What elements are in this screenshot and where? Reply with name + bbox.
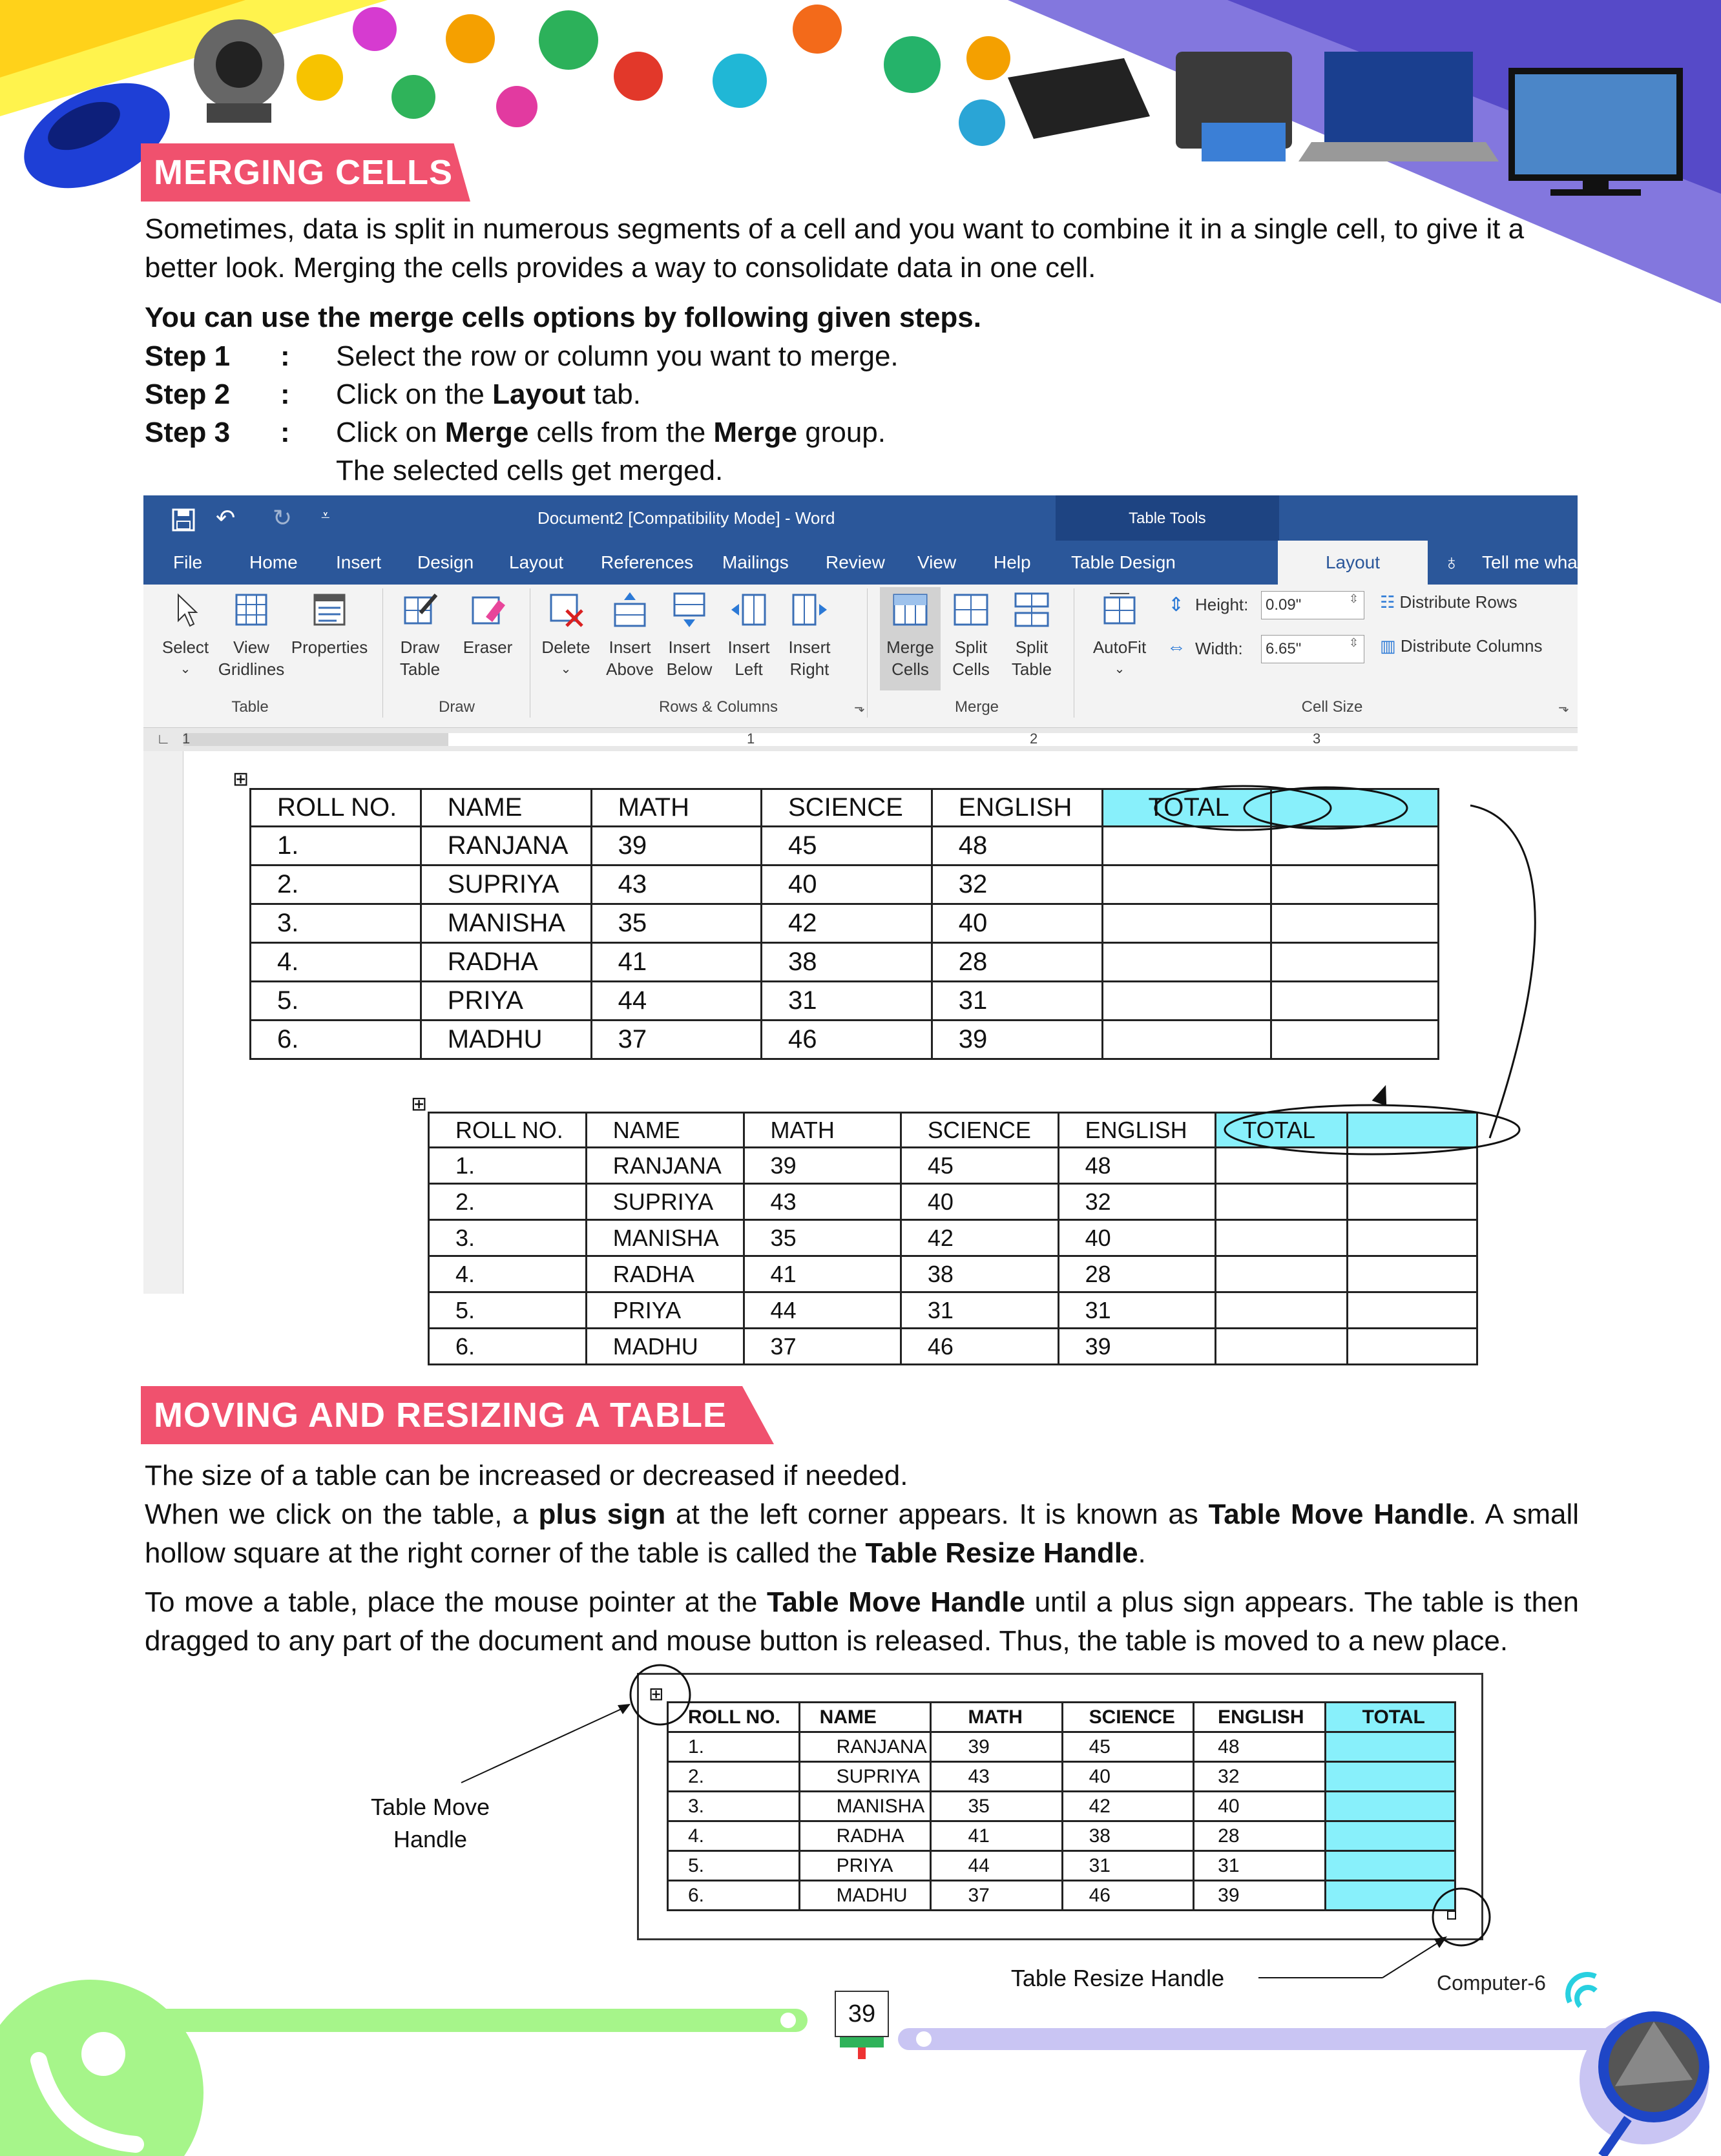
scanner-icon: [1008, 58, 1150, 139]
table-cell: 31: [932, 982, 1102, 1021]
table-cell: PRIYA: [421, 982, 591, 1021]
split-table-button[interactable]: Split Table: [1003, 591, 1061, 680]
table-cell: 32: [1058, 1184, 1216, 1220]
table-cell: 4.: [251, 943, 421, 982]
group-merge: Merge: [954, 698, 999, 716]
table-cell: 40: [1194, 1792, 1326, 1821]
table-cell: PRIYA: [799, 1851, 931, 1881]
eraser-icon: [469, 591, 506, 628]
row-height-icon: ⇕: [1168, 594, 1185, 616]
monitor-icon: [1512, 71, 1680, 196]
draw-table-icon: [401, 591, 439, 628]
table-row: [429, 1256, 1477, 1292]
table-cell: 28: [1194, 1821, 1326, 1851]
table-cell: SUPRIYA: [799, 1762, 931, 1792]
table-cell: 43: [591, 866, 761, 904]
horizontal-ruler: 1 1 2 3 ∟: [143, 728, 1578, 751]
merging-intro: Sometimes, data is split in numerous segments of a cell and you want to combine it in a single cell, to give it a better look. Merging the cells provides a way to consolidate data in one cell.: [145, 213, 1525, 284]
table-cell: RANJANA: [421, 827, 591, 866]
insert-below-button[interactable]: Insert Below: [660, 591, 718, 680]
table-cell: RADHA: [799, 1821, 931, 1851]
height-spinner-icon[interactable]: ⇳: [1349, 592, 1359, 605]
redo-icon[interactable]: ↻: [273, 504, 293, 531]
table-cell: 1.: [668, 1732, 800, 1762]
table-cell: 32: [1194, 1762, 1326, 1792]
table-cell: MADHU: [799, 1881, 931, 1911]
table-header-row-3: ROLL NO. NAME MATH SCIENCE ENGLISH TOTAL: [668, 1703, 1455, 1732]
properties-icon: [311, 591, 348, 628]
table-row: [429, 1329, 1477, 1365]
group-draw: Draw: [438, 698, 475, 716]
dialog-launcher-icon[interactable]: ⬎: [1558, 701, 1569, 715]
split-cells-button[interactable]: Split Cells: [942, 591, 1000, 680]
width-spinner-icon[interactable]: ⇳: [1349, 636, 1359, 649]
distribute-columns-icon: ▥: [1380, 636, 1396, 656]
table-cell: 6.: [668, 1881, 800, 1911]
table-row: [429, 1184, 1477, 1220]
view-gridlines-button[interactable]: View Gridlines: [216, 591, 287, 680]
table-cell: 41: [931, 1821, 1062, 1851]
total-cell: [1347, 1292, 1477, 1329]
table-cell: PRIYA: [586, 1292, 744, 1329]
cursor-arrow-icon: [167, 591, 204, 628]
autofit-button[interactable]: AutoFit ⌄: [1084, 591, 1155, 680]
table-cell: 31: [901, 1292, 1058, 1329]
merge-cells-icon: [892, 591, 929, 628]
merge-cells-button[interactable]: Merge Cells: [880, 587, 941, 690]
printer-icon: [1176, 52, 1292, 161]
group-rows-columns: Rows & Columns: [658, 698, 778, 716]
word-title-bar: [143, 495, 1578, 541]
table-cell: 3.: [668, 1792, 800, 1821]
table-cell: 2.: [668, 1762, 800, 1792]
table-cell: 44: [744, 1292, 901, 1329]
distribute-rows-icon: ☷: [1380, 592, 1395, 612]
table-cell: 48: [932, 827, 1102, 866]
tab-view[interactable]: View: [917, 552, 957, 572]
autofit-icon: [1101, 591, 1138, 628]
table-cell: 2.: [429, 1184, 587, 1220]
width-input[interactable]: 6.65": [1261, 635, 1364, 663]
total-cell: [1216, 1220, 1348, 1256]
table-cell: MANISHA: [421, 904, 591, 943]
document-title: Document2 [Compatibility Mode] - Word: [537, 508, 835, 528]
table-cell: MADHU: [421, 1021, 591, 1059]
table-cell: 46: [1062, 1881, 1194, 1911]
table-cell: 48: [1058, 1148, 1216, 1184]
table-cell: 43: [744, 1184, 901, 1220]
table-cell: 31: [1058, 1292, 1216, 1329]
table-cell: 3.: [429, 1220, 587, 1256]
table-cell: 42: [762, 904, 932, 943]
table-cell: RADHA: [586, 1256, 744, 1292]
table-cell: 31: [762, 982, 932, 1021]
word-window: [143, 495, 1705, 1360]
table-move-handle-icon[interactable]: ⊞: [233, 769, 249, 790]
table-cell: 32: [932, 866, 1102, 904]
header-science: SCIENCE: [762, 789, 932, 827]
table-cell: 35: [744, 1220, 901, 1256]
tab-file[interactable]: File: [173, 552, 203, 572]
eraser-button[interactable]: Eraser: [457, 591, 518, 658]
table-cell: 5.: [251, 982, 421, 1021]
header-name: NAME: [421, 789, 591, 827]
draw-table-button[interactable]: Draw Table: [388, 591, 452, 680]
insert-right-button[interactable]: Insert Right: [779, 591, 840, 680]
laptop-icon: [1299, 52, 1499, 161]
tab-mailings[interactable]: Mailings: [722, 552, 789, 572]
page-number: 39: [835, 1991, 889, 2037]
header-roll-no: ROLL NO.: [251, 789, 421, 827]
book-name: Computer-6: [1437, 1971, 1546, 1995]
insert-right-icon: [791, 591, 828, 628]
table-cell: RANJANA: [586, 1148, 744, 1184]
table-resize-handle-label: Table Resize Handle: [1010, 1965, 1225, 1991]
total-cell: [1216, 1256, 1348, 1292]
table-cell: MADHU: [586, 1329, 744, 1365]
table-cell: 4.: [429, 1256, 587, 1292]
page-stand-icon: [840, 2037, 884, 2047]
height-label: Height:: [1195, 595, 1249, 614]
select-button[interactable]: Select ⌄: [156, 591, 214, 680]
tab-insert[interactable]: Insert: [336, 552, 382, 572]
table-cell: 37: [931, 1881, 1062, 1911]
insert-left-icon: [730, 591, 767, 628]
lightbulb-icon: ♁: [1443, 550, 1460, 575]
delete-table-icon: [547, 591, 585, 628]
table-cell: 31: [1194, 1851, 1326, 1881]
steps-title: You can use the merge cells options by following given steps.: [145, 302, 981, 333]
table-cell: 28: [932, 943, 1102, 982]
table-move-handle-icon-2[interactable]: ⊞: [411, 1094, 428, 1115]
total-cell: [1216, 1329, 1348, 1365]
table-cell: 6.: [429, 1329, 587, 1365]
table-cell: 37: [744, 1329, 901, 1365]
save-icon[interactable]: [172, 508, 198, 532]
table-cell: 45: [1062, 1732, 1194, 1762]
table-cell: 42: [1062, 1792, 1194, 1821]
header-english: ENGLISH: [932, 789, 1102, 827]
table-cell: 40: [932, 904, 1102, 943]
table-cell: 5.: [429, 1292, 587, 1329]
table-move-handle-label: Table Move Handle: [370, 1794, 490, 1852]
customize-toolbar-icon[interactable]: ⩡: [321, 507, 330, 524]
ribbon-tabs: [143, 541, 1705, 585]
table-cell: 38: [901, 1256, 1058, 1292]
tab-home[interactable]: Home: [249, 552, 298, 572]
undo-icon[interactable]: ↶: [216, 504, 236, 531]
table-cell: 6.: [251, 1021, 421, 1059]
table-cell: 3.: [251, 904, 421, 943]
table-cell: 1.: [251, 827, 421, 866]
tab-design[interactable]: Design: [417, 552, 474, 572]
table-cell: MANISHA: [586, 1220, 744, 1256]
table-cell: 35: [931, 1792, 1062, 1821]
moving-p1: The size of a table can be increased or decreased if needed.: [145, 1460, 908, 1491]
delete-button[interactable]: Delete ⌄: [534, 591, 598, 680]
tab-layout[interactable]: Layout: [509, 552, 564, 572]
table-cell: 39: [591, 827, 761, 866]
moving-p2: When we click on the table, a plus sign at the left corner appears. It is known as Table Move Handle. A small hollow square at the right corner of the table is called the Table Resize Handle.: [145, 1498, 1579, 1569]
tab-stop-icon[interactable]: ∟: [156, 731, 171, 747]
table-cell: 44: [931, 1851, 1062, 1881]
table-cell: 38: [1062, 1821, 1194, 1851]
header-math: MATH: [591, 789, 761, 827]
table-row: [429, 1220, 1477, 1256]
table-cell: 39: [932, 1021, 1102, 1059]
table-cell: RADHA: [421, 943, 591, 982]
table-cell: 40: [762, 866, 932, 904]
table-cell: 39: [931, 1732, 1062, 1762]
table-cell: 44: [591, 982, 761, 1021]
table-cell: 28: [1058, 1256, 1216, 1292]
ribbon-layout-panel: [143, 585, 1578, 728]
vertical-ruler: [143, 751, 183, 1294]
header-total: TOTAL: [1102, 789, 1271, 827]
table-cell: 45: [762, 827, 932, 866]
table-cell: 31: [1062, 1851, 1194, 1881]
table-cell: 2.: [251, 866, 421, 904]
table-cell: 45: [901, 1148, 1058, 1184]
table-cell: 46: [762, 1021, 932, 1059]
webcam-icon: [194, 19, 284, 123]
split-table-icon: [1013, 591, 1050, 628]
table-cell: MANISHA: [799, 1792, 931, 1821]
table-cell: 40: [901, 1184, 1058, 1220]
table-tools-label: Table Tools: [1129, 510, 1206, 527]
insert-left-button[interactable]: Insert Left: [720, 591, 778, 680]
table-cell: 39: [1058, 1329, 1216, 1365]
table-cell: SUPRIYA: [421, 866, 591, 904]
total-cell: [1347, 1220, 1477, 1256]
table-cell: 43: [931, 1762, 1062, 1792]
table-cell: 35: [591, 904, 761, 943]
table-cell: 1.: [429, 1148, 587, 1184]
textbook-page: MERGING CELLS Sometimes, data is split in numerous segments of a cell and you want to combine it in a single cell, to give it a better look. Merging the cells provides a way to consolidate data in one cell. You can use the merge cells options by following given steps. Step 1 : Select the row or column you want to merge. Step 2 : Click on the Layout tab. Step 3 : Click on Merge cells from the Merge group. The selected cells get merged. ↶ ↻ ⩡ Document2 [Compatibility Mode] - Word Table Tools File Home Insert Design Layout References Mailings Review View Help Table Design Layout ♁ Tell me what you want to do Select ⌄ View Gridlines Properties Table Draw Table Eraser Draw Delete ⌄ Insert Above Insert Below Insert Left Insert Right Rows & Columns Merge Cells Split Cells Split Table Merge AutoFit ⌄ ⇕ Height: 0.09" ⇳ ⇔ Width: 6.65" ⇳ ☷ Distribute Rows ▥ Distribute Columns Cell Size ⬎ ⬎ 1 1 2 3 ∟ ⊞ ROLL NO. NAME MATH SCIENCE ENGLISH TOTAL 1. RANJANA 39 45 48 2. SUPRIYA 43 40 32 3. MANISHA 35 42 40 4. RADHA 41 38 28 5. PRIYA 44 31 31 6. MADHU 37 46 39 ⊞ ROLL NO. NAME MATH SCIENCE ENGLISH TOTAL 1. RANJANA 39 45 48 2. SUPRIYA 43 40 32 3. MANISHA 35 42 40 4. RADHA 41 38 28 5. PRIYA 44 31 31 6. MADHU 37 46 39 MOVING AND RESIZING A TABLE The size of a table can be increased or decreased if needed. When we click on the table, a plus sign at the left corner appears. It is known as Table Move Handle. A small hollow square at the right corner of the table is called the Table Resize Handle. To move a table, place the mouse pointer at the Table Move Handle until a plus sign appears. The table is then dragged to any part of the document and mouse button is released. Thus, the table is moved to a new place. ⊞ ROLL NO. NAME MATH SCIENCE ENGLISH TOTAL 1. RANJANA 39 45 48 2. SUPRIYA 43 40 32 3. MANISHA 35 42 40 4. RADHA 41 38 28 5. PRIYA 44 31 31 6. MADHU 37 46 39 Table Move Handle Table Resize Handle 39 Computer-6: [0, 0, 1721, 2156]
distribute-rows-button[interactable]: ☷ Distribute Rows: [1380, 592, 1518, 612]
table-cell: RANJANA: [799, 1732, 931, 1762]
total-cell: [1216, 1292, 1348, 1329]
total-cell: [1216, 1184, 1348, 1220]
tab-table-layout[interactable]: Layout: [1278, 541, 1428, 585]
table-cell: 41: [591, 943, 761, 982]
width-label: Width:: [1195, 639, 1243, 658]
handle-annotations: [452, 1660, 1538, 1996]
column-width-icon: ⇔: [1167, 636, 1186, 658]
total-cell: [1347, 1184, 1477, 1220]
split-cells-icon: [952, 591, 990, 628]
merged-cell-annotation: [1203, 1096, 1565, 1167]
table-cell: 41: [744, 1256, 901, 1292]
tab-table-design[interactable]: Table Design: [1071, 552, 1176, 572]
merging-cells-heading: MERGING CELLS: [141, 143, 470, 202]
table-cell: 4.: [668, 1821, 800, 1851]
table-row: [429, 1292, 1477, 1329]
insert-below-icon: [671, 591, 708, 628]
group-cell-size: Cell Size: [1301, 698, 1363, 716]
distribute-columns-button[interactable]: ▥ Distribute Columns: [1380, 636, 1543, 656]
table-cell: 40: [1058, 1220, 1216, 1256]
gridlines-icon: [233, 591, 270, 628]
tell-me-box[interactable]: Tell me what you want to do: [1482, 552, 1705, 572]
table-cell: 40: [1062, 1762, 1194, 1792]
table-cell: 5.: [668, 1851, 800, 1881]
table-cell: SUPRIYA: [586, 1184, 744, 1220]
merge-annotation: [1087, 780, 1603, 1141]
table-cell: 39: [744, 1148, 901, 1184]
tab-references[interactable]: References: [601, 552, 694, 572]
table-cell: 48: [1194, 1732, 1326, 1762]
insert-above-button[interactable]: Insert Above: [601, 591, 659, 680]
table-cell: 38: [762, 943, 932, 982]
table-header-row-2: ROLL NO. NAME MATH SCIENCE ENGLISH TOTAL: [429, 1113, 1477, 1148]
group-table: Table: [231, 698, 269, 716]
rows-dialog-launcher-icon[interactable]: ⬎: [854, 701, 865, 715]
tab-review[interactable]: Review: [826, 552, 885, 572]
tab-help[interactable]: Help: [994, 552, 1031, 572]
total-cell: [1347, 1329, 1477, 1365]
table-cell: 39: [1194, 1881, 1326, 1911]
table-cell: 42: [901, 1220, 1058, 1256]
moving-resizing-heading: MOVING AND RESIZING A TABLE: [141, 1386, 774, 1444]
height-input[interactable]: 0.09": [1261, 591, 1364, 619]
moving-p3: To move a table, place the mouse pointer at the Table Move Handle until a plus sign appears. The table is then dragged to any part of the document and mouse button is released. Thus, the table is moved to a new place.: [145, 1586, 1579, 1657]
insert-above-icon: [611, 591, 649, 628]
table-cell: 46: [901, 1329, 1058, 1365]
table-move-handle-icon-3[interactable]: ⊞: [649, 1684, 664, 1704]
table-cell: 37: [591, 1021, 761, 1059]
total-cell: [1347, 1256, 1477, 1292]
properties-button[interactable]: Properties: [289, 591, 370, 658]
